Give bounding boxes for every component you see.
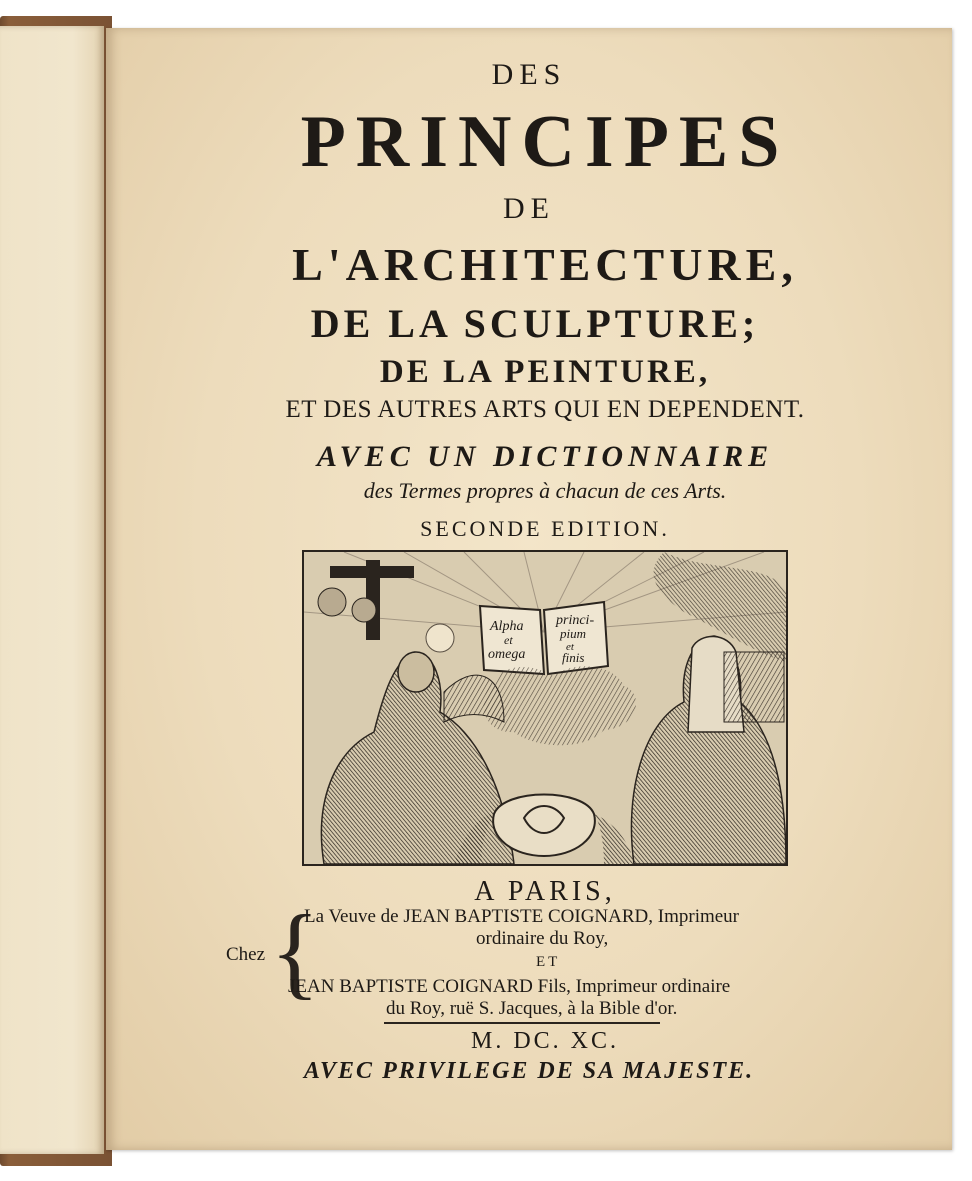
title-line-dictionnaire: AVEC UN DICTIONNAIRE <box>316 440 774 473</box>
imprint-line-2: ordinaire du Roy, <box>476 928 609 949</box>
imprint-chez: Chez <box>226 944 266 965</box>
edition-line: SECONDE EDITION. <box>420 516 670 541</box>
imprint-privilege: AVEC PRIVILEGE DE SA MAJESTE. <box>303 1058 755 1084</box>
title-line-peinture: DE LA PEINTURE, <box>379 354 711 390</box>
title-line-des: DES <box>491 58 567 91</box>
title-page <box>106 28 952 1150</box>
book-left-word-2: et <box>504 633 513 647</box>
book-right-word-3: et <box>566 641 574 653</box>
brace-glyph: { <box>270 894 320 1009</box>
engraved-vignette <box>302 550 788 866</box>
book-right-word-1: princi- <box>556 613 595 628</box>
imprint-rule <box>384 1022 660 1024</box>
title-line-architecture: L'ARCHITECTURE, <box>292 239 798 290</box>
flyleaf-page <box>0 26 104 1154</box>
imprint-city: A PARIS, <box>474 876 616 907</box>
book-right-word-2: pium <box>560 626 586 641</box>
book-right-word-4: finis <box>562 650 585 665</box>
imprint-year: M. DC. XC. <box>470 1028 620 1054</box>
imprint-line-5: du Roy, ruë S. Jacques, à la Bible d'or. <box>386 998 678 1019</box>
title-line-de: DE <box>503 192 555 225</box>
book-left-word-1: Alpha <box>490 619 524 634</box>
book-left-word-3: omega <box>488 647 526 662</box>
imprint-block <box>226 894 866 1019</box>
title-line-termes: des Termes propres à chacun de ces Arts. <box>363 478 727 503</box>
imprint-line-et: ET <box>536 954 561 970</box>
title-line-sculpture: DE LA SCULPTURE; <box>310 301 760 346</box>
engraving-illustration <box>304 552 786 864</box>
title-line-autres-arts: ET DES AUTRES ARTS QUI EN DEPENDENT. <box>285 396 805 423</box>
imprint-line-1: La Veuve de JEAN BAPTISTE COIGNARD, Imprimeur <box>304 906 740 927</box>
imprint-line-4: JEAN BAPTISTE COIGNARD Fils, Imprimeur ordinaire <box>288 976 731 997</box>
title-line-principes: PRINCIPES <box>300 101 790 183</box>
